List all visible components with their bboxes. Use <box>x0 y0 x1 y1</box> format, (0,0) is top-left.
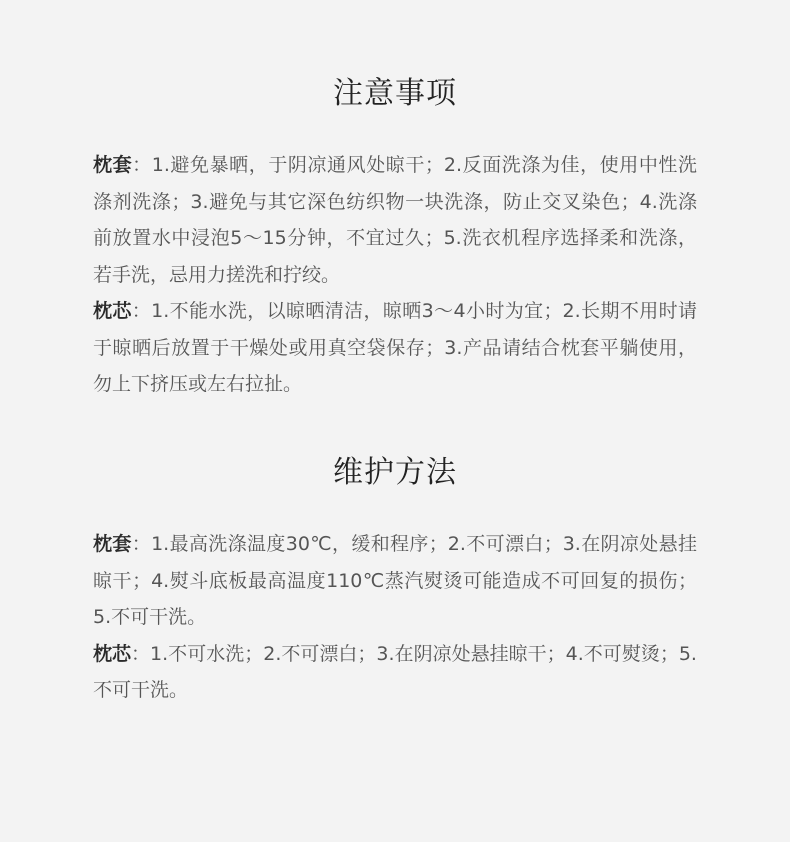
pillow-core-label: 枕芯 <box>93 300 132 322</box>
pillow-core-precautions-text: ：1.不能水洗，以晾晒清洁，晾晒3～4小时为宜；2.长期不用时请于晾晒后放置于干燥处或用真空袋保存；3.产品请结合枕套平躺使用，勿上下挤压或左右拉扯。 <box>93 300 697 395</box>
pillow-core-label: 枕芯 <box>93 642 132 665</box>
maintenance-title: 维护方法 <box>333 455 457 490</box>
precautions-title: 注意事项 <box>333 76 457 111</box>
pillow-core-maintenance-text: ：1.不可水洗；2.不可漂白；3.在阴凉处悬挂晾干；4.不可熨烫；5.不可干洗。 <box>93 642 697 701</box>
pillowcase-label: 枕套 <box>93 154 133 176</box>
pillowcase-precautions-text: ：1.避免暴晒，于阴凉通风处晾干；2.反面洗涤为佳，使用中性洗涤剂洗涤；3.避免与其它深色纺织物一块洗涤，防止交叉染色；4.洗涤前放置水中浸泡5～15分钟，不宜过久；5.洗衣机程序选择柔和洗涤，若手洗，忌用力搓洗和拧绞。 <box>93 154 697 286</box>
pillow-core-maintenance <box>93 636 697 709</box>
precautions-section <box>93 74 697 403</box>
maintenance-section <box>93 453 697 709</box>
pillowcase-maintenance <box>93 526 697 636</box>
pillowcase-precautions <box>93 147 697 293</box>
pillowcase-maintenance-text: ：1.最高洗涤温度30℃，缓和程序；2.不可漂白；3.在阴凉处悬挂晾干；4.熨斗底板最高温度110℃蒸汽熨烫可能造成不可回复的损伤；5.不可干洗。 <box>93 533 697 628</box>
precautions-body <box>93 147 697 403</box>
pillowcase-label: 枕套 <box>93 533 132 555</box>
maintenance-body <box>93 526 697 709</box>
pillow-core-precautions <box>93 293 697 403</box>
